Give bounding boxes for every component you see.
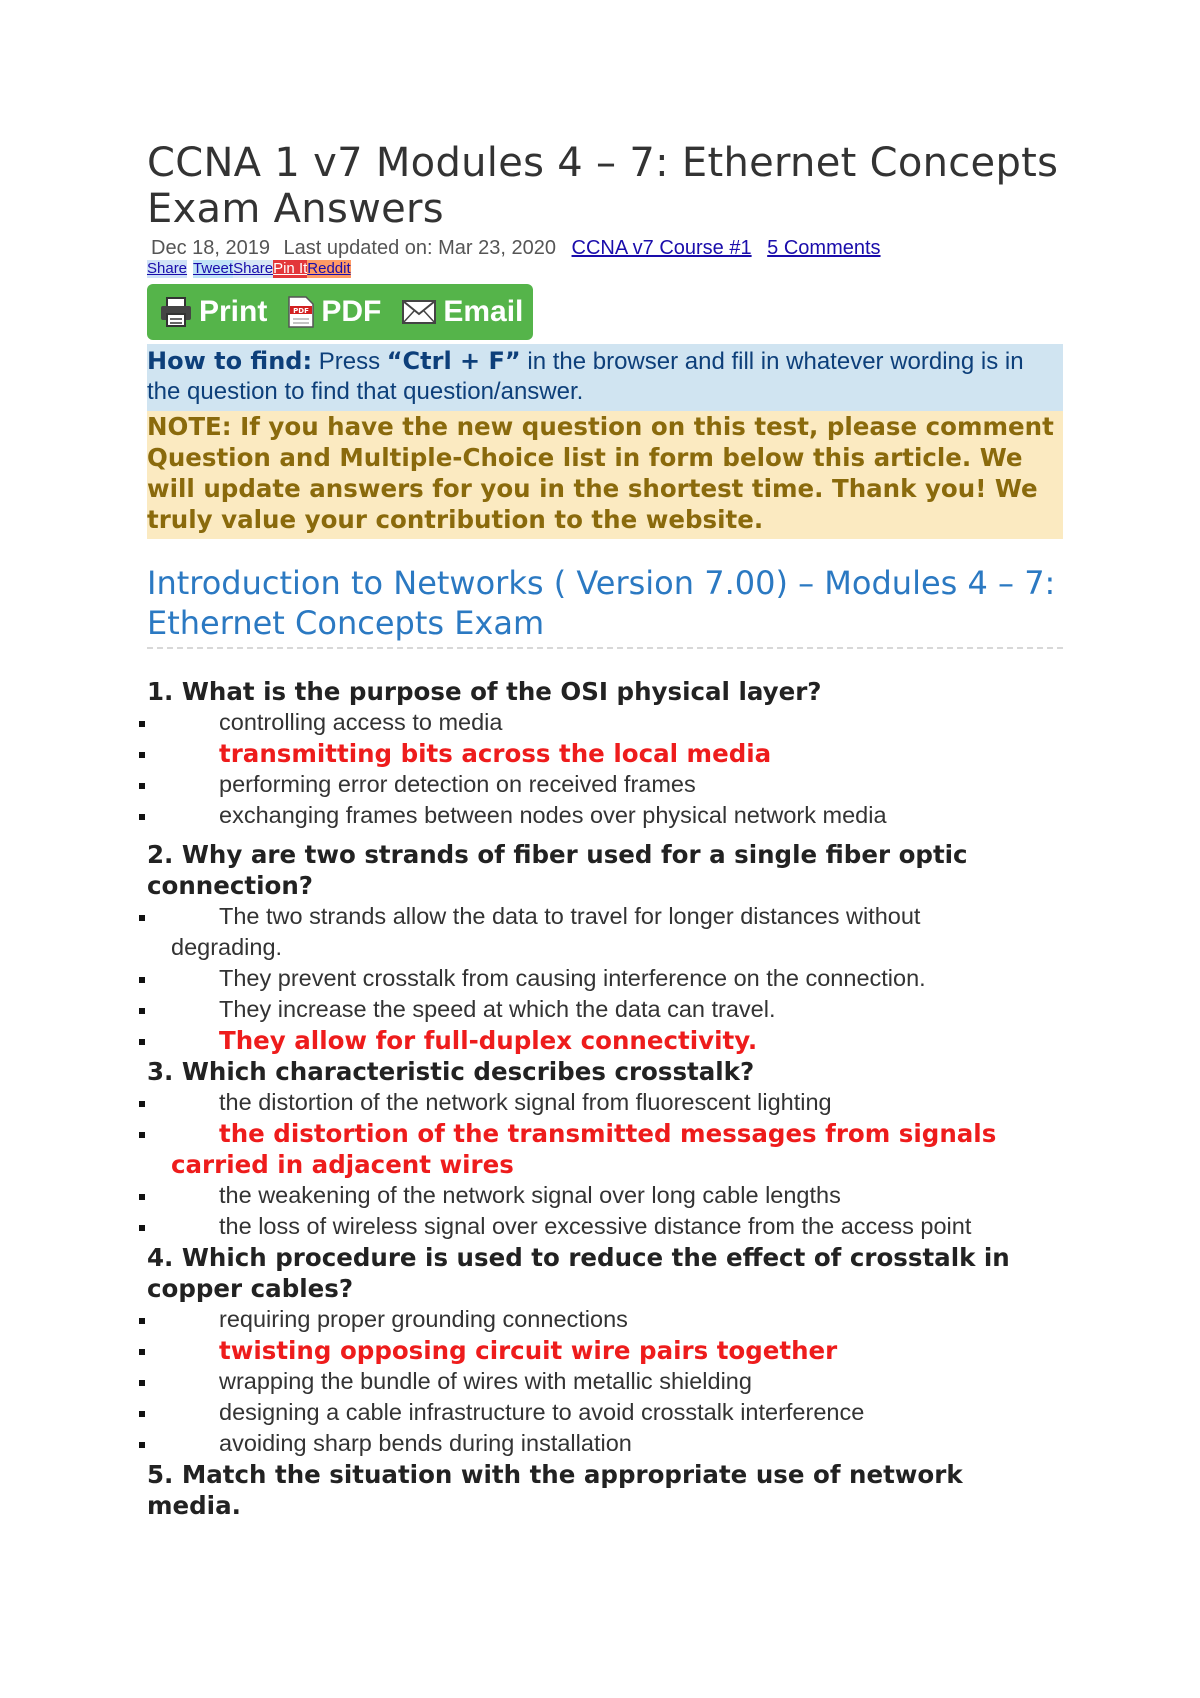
print-pdf-email-bar [147, 284, 533, 340]
option: performing error detection on received frames [147, 769, 1063, 800]
printer-icon [159, 296, 193, 328]
article-title: CCNA 1 v7 Modules 4 – 7: Ethernet Concepts Exam Answers [147, 140, 1059, 232]
pdf-label: PDF [321, 295, 382, 328]
question-1-options [147, 707, 1063, 831]
publish-date: Dec 18, 2019 [151, 237, 270, 259]
print-label: Print [199, 295, 268, 328]
pin-it-button[interactable]: Pin It [273, 260, 308, 277]
question-3-options [147, 1087, 1063, 1242]
how-to-find-label: How to find: [147, 347, 313, 375]
how-to-find-text-before: Press [312, 348, 387, 375]
question-3: 3. Which characteristic describes crosstalk? [147, 1056, 755, 1086]
tweet-button[interactable]: Tweet [193, 260, 234, 277]
option-line-continued: degrading. [171, 933, 283, 960]
question-4: 4. Which procedure is used to reduce the effect of crosstalk in copper cables? [147, 1242, 1010, 1303]
envelope-icon [401, 298, 437, 326]
question-2-options [147, 901, 1063, 1056]
email-button[interactable] [401, 295, 523, 329]
option: designing a cable infrastructure to avoid crosstalk interference [147, 1397, 1063, 1428]
print-button[interactable] [159, 295, 267, 329]
option: exchanging frames between nodes over physical network media [147, 800, 1063, 831]
article-content [147, 140, 1063, 1521]
article-meta [147, 236, 1063, 260]
note-box: NOTE: If you have the new question on this test, please comment Question and Multiple-Choice list in form below this article. We will update answers for you in the shortest time. Thank you! We truly value your contribution to the website. [147, 411, 1063, 539]
question-1: 1. What is the purpose of the OSI physical layer? [147, 676, 822, 706]
correct-answer [147, 1118, 1063, 1180]
question-5: 5. Match the situation with the appropriate use of network media. [147, 1459, 963, 1520]
pdf-button[interactable] [287, 295, 381, 329]
option: They increase the speed at which the data can travel. [147, 994, 1063, 1025]
how-to-find-box [147, 344, 1063, 411]
option: the distortion of the network signal from fluorescent lighting [147, 1087, 1063, 1118]
question-2: 2. Why are two strands of fiber used for a single fiber optic connection? [147, 839, 968, 900]
answer-line-continued: carried in adjacent wires [171, 1149, 514, 1179]
email-label: Email [443, 295, 524, 328]
option: They prevent crosstalk from causing interference on the connection. [147, 963, 1063, 994]
option: the weakening of the network signal over long cable lengths [147, 1180, 1063, 1211]
pdf-file-icon [287, 295, 315, 329]
option: requiring proper grounding connections [147, 1304, 1063, 1335]
correct-answer: They allow for full-duplex connectivity. [147, 1025, 1063, 1056]
pdf-icon-text: PDF [293, 307, 310, 315]
category-link[interactable]: CCNA v7 Course #1 [571, 237, 752, 259]
answer-line: the distortion of the transmitted messages from signals [219, 1118, 997, 1148]
option: controlling access to media [147, 707, 1063, 738]
option: avoiding sharp bends during installation [147, 1428, 1063, 1459]
question-4-options [147, 1304, 1063, 1459]
correct-answer: twisting opposing circuit wire pairs together [147, 1335, 1063, 1366]
comments-link[interactable]: 5 Comments [767, 237, 881, 259]
section-heading: Introduction to Networks ( Version 7.00) – Modules 4 – 7: Ethernet Concepts Exam [147, 563, 1063, 649]
updated-date: Last updated on: Mar 23, 2020 [283, 237, 556, 259]
correct-answer: transmitting bits across the local media [147, 738, 1063, 769]
option: the loss of wireless signal over excessive distance from the access point [147, 1211, 1063, 1242]
share-buttons [147, 260, 1063, 278]
reddit-button[interactable]: Reddit [307, 260, 351, 277]
option [147, 901, 1063, 963]
linkedin-share-button[interactable]: Share [233, 260, 274, 277]
option-line: The two strands allow the data to travel for longer distances without [219, 902, 921, 929]
how-to-find-keys: “Ctrl + F” [386, 347, 521, 375]
facebook-share-button[interactable]: Share [147, 260, 188, 277]
option: wrapping the bundle of wires with metallic shielding [147, 1366, 1063, 1397]
how-to-find-text-after: in the browser and fill in whatever wording is in the question to find that question/answer. [147, 348, 1024, 405]
